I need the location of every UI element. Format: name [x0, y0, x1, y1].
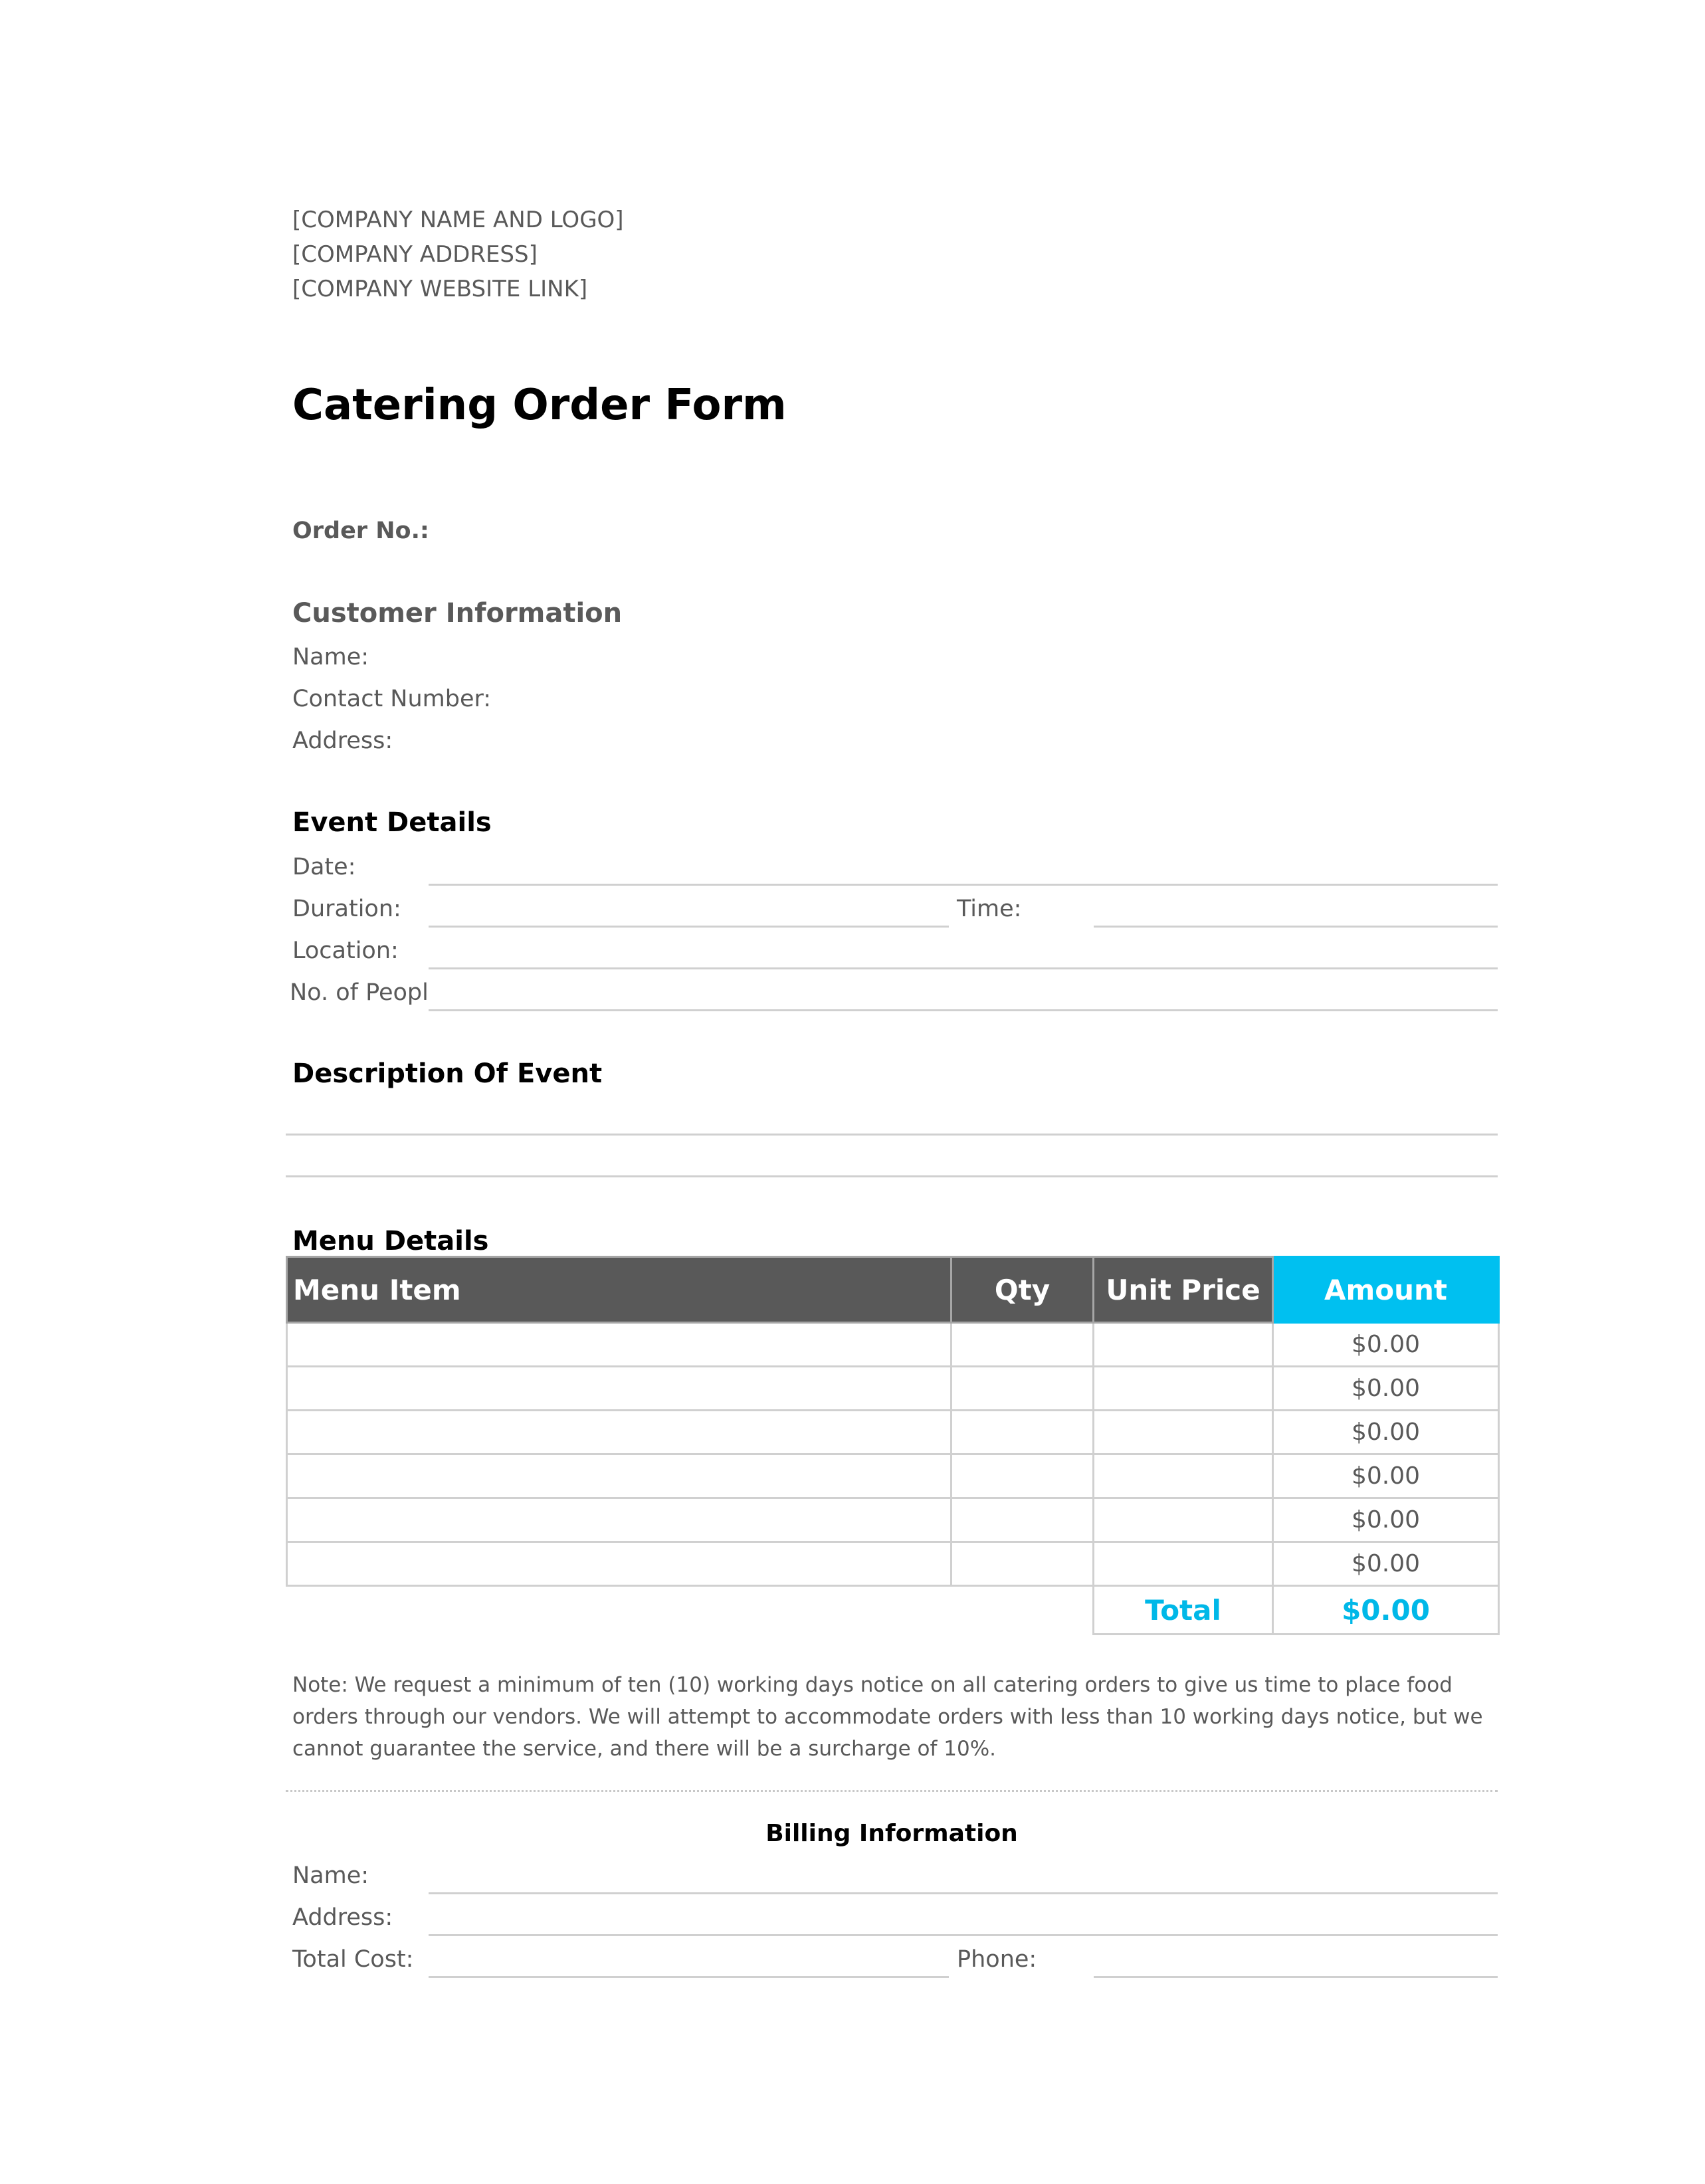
billing-heading: Billing Information	[765, 1820, 1018, 1847]
event-duration-label: Duration:	[292, 896, 401, 922]
menu-item-cell[interactable]	[287, 1367, 952, 1411]
menu-table	[286, 1256, 1500, 1635]
qty-cell[interactable]	[952, 1454, 1094, 1498]
total-row	[287, 1586, 1499, 1635]
customer-address-label: Address:	[292, 728, 393, 754]
order-no-label: Order No.:	[292, 518, 429, 544]
description-heading: Description Of Event	[292, 1058, 603, 1089]
qty-cell[interactable]	[952, 1498, 1094, 1542]
total-value: $0.00	[1273, 1586, 1499, 1635]
table-row	[287, 1411, 1499, 1454]
menu-details-heading: Menu Details	[292, 1226, 489, 1256]
amount-cell: $0.00	[1273, 1323, 1499, 1367]
col-qty: Qty	[952, 1257, 1094, 1323]
table-row	[287, 1367, 1499, 1411]
amount-cell: $0.00	[1273, 1454, 1499, 1498]
total-label: Total	[1094, 1586, 1273, 1635]
qty-cell[interactable]	[952, 1542, 1094, 1586]
qty-cell[interactable]	[952, 1411, 1094, 1454]
unit-price-cell[interactable]	[1094, 1498, 1273, 1542]
billing-address-field[interactable]	[429, 1934, 1498, 1936]
menu-item-cell[interactable]	[287, 1454, 952, 1498]
event-location-field[interactable]	[429, 967, 1498, 969]
billing-name-field[interactable]	[429, 1892, 1498, 1894]
table-row	[287, 1542, 1499, 1586]
billing-total-cost-field[interactable]	[429, 1976, 949, 1978]
page-title: Catering Order Form	[292, 381, 787, 430]
amount-cell: $0.00	[1273, 1542, 1499, 1586]
event-details-heading: Event Details	[292, 807, 492, 838]
event-location-label: Location:	[292, 938, 399, 964]
company-website: [COMPANY WEBSITE LINK]	[292, 276, 588, 302]
table-row	[287, 1454, 1499, 1498]
menu-item-cell[interactable]	[287, 1323, 952, 1367]
col-unit-price: Unit Price	[1094, 1257, 1273, 1323]
table-row	[287, 1323, 1499, 1367]
company-address: [COMPANY ADDRESS]	[292, 241, 538, 268]
amount-cell: $0.00	[1273, 1411, 1499, 1454]
col-amount: Amount	[1273, 1257, 1499, 1323]
event-people-field[interactable]	[429, 1009, 1498, 1011]
amount-cell: $0.00	[1273, 1367, 1499, 1411]
billing-total-cost-label: Total Cost:	[292, 1946, 414, 1973]
unit-price-cell[interactable]	[1094, 1542, 1273, 1586]
menu-item-cell[interactable]	[287, 1411, 952, 1454]
customer-name-label: Name:	[292, 644, 369, 670]
billing-phone-label: Phone:	[957, 1946, 1037, 1973]
menu-item-cell[interactable]	[287, 1542, 952, 1586]
billing-name-label: Name:	[292, 1862, 369, 1889]
description-line-1[interactable]	[286, 1134, 1498, 1136]
table-row	[287, 1498, 1499, 1542]
section-divider	[286, 1790, 1498, 1792]
event-date-field[interactable]	[429, 884, 1498, 886]
event-time-label: Time:	[957, 896, 1022, 922]
event-time-field[interactable]	[1094, 926, 1498, 928]
menu-header-row	[287, 1257, 1499, 1323]
customer-contact-label: Contact Number:	[292, 686, 492, 712]
col-menu-item: Menu Item	[287, 1257, 952, 1323]
description-line-2[interactable]	[286, 1175, 1498, 1177]
menu-item-cell[interactable]	[287, 1498, 952, 1542]
notice-text: Note: We request a minimum of ten (10) working days notice on all catering orders to give us time to place food orders through our vendors. We will attempt to accommodate orders with less than 10 working days notice, but we cannot guarantee the service, and there will be a surcharge of 10%.	[292, 1673, 1483, 1761]
unit-price-cell[interactable]	[1094, 1367, 1273, 1411]
event-people-label: No. of Peopl	[290, 979, 429, 1006]
unit-price-cell[interactable]	[1094, 1323, 1273, 1367]
billing-address-label: Address:	[292, 1904, 393, 1931]
amount-cell: $0.00	[1273, 1498, 1499, 1542]
unit-price-cell[interactable]	[1094, 1454, 1273, 1498]
qty-cell[interactable]	[952, 1323, 1094, 1367]
unit-price-cell[interactable]	[1094, 1411, 1273, 1454]
company-name: [COMPANY NAME AND LOGO]	[292, 207, 624, 233]
customer-info-heading: Customer Information	[292, 598, 623, 629]
total-spacer	[287, 1586, 952, 1635]
qty-cell[interactable]	[952, 1367, 1094, 1411]
billing-phone-field[interactable]	[1094, 1976, 1498, 1978]
event-duration-field[interactable]	[429, 926, 949, 928]
event-date-label: Date:	[292, 854, 356, 880]
total-spacer	[952, 1586, 1094, 1635]
